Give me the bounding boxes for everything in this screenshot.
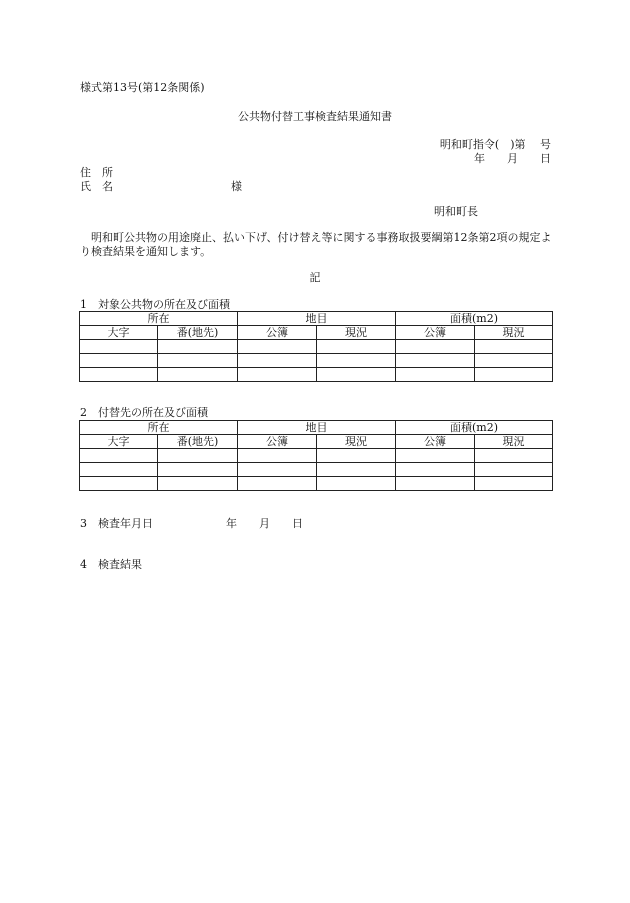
table-row [80,477,553,491]
section-3-heading: 3 検査年月日 [80,517,153,530]
header-area-registry: 公簿 [396,326,475,340]
table-cell[interactable] [238,354,317,368]
header-location: 所在 [80,312,238,326]
table-group-header-row [80,312,553,326]
table-cell[interactable] [317,449,396,463]
table-cell[interactable] [475,354,553,368]
table-cell[interactable] [475,463,553,477]
table-cell[interactable] [80,368,158,382]
table-row [80,340,553,354]
table-cell[interactable] [80,354,158,368]
table-cell[interactable] [396,354,475,368]
section-1-heading: 1 対象公共物の所在及び面積 [80,298,230,311]
document-title: 公共物付替工事検査結果通知書 [238,110,392,123]
header-area: 面積(m2) [396,312,553,326]
header-area-actual: 現況 [475,326,553,340]
header-oaza: 大字 [80,326,158,340]
table-cell[interactable] [475,477,553,491]
table-cell[interactable] [158,477,238,491]
section-2-heading: 2 付替先の所在及び面積 [80,406,208,419]
header-location: 所在 [80,421,238,435]
table-row [80,354,553,368]
table-cell[interactable] [317,463,396,477]
table-cell[interactable] [238,477,317,491]
header-registry: 公簿 [238,326,317,340]
header-land-category: 地目 [238,312,396,326]
table-row [80,368,553,382]
table-cell[interactable] [158,449,238,463]
table-cell[interactable] [317,354,396,368]
table-cell[interactable] [158,368,238,382]
table-cell[interactable] [475,449,553,463]
table-cell[interactable] [317,368,396,382]
table-cell[interactable] [475,340,553,354]
table-sub-header-row [80,326,553,340]
header-actual: 現況 [317,326,396,340]
inspection-date: 年 月 日 [226,517,303,530]
table-cell[interactable] [396,463,475,477]
reference-number: 明和町指令( )第 号 [439,138,551,151]
table-sub-header-row [80,435,553,449]
table-group-header-row [80,421,553,435]
table-cell[interactable] [396,368,475,382]
form-number: 様式第13号(第12条関係) [80,81,205,94]
issuer: 明和町長 [434,205,478,218]
header-lot: 番(地先) [158,435,238,449]
honorific: 様 [231,180,242,193]
issue-date: 年 月 日 [474,152,551,165]
table-cell[interactable] [158,340,238,354]
table-cell[interactable] [396,477,475,491]
table-cell[interactable] [238,463,317,477]
table-cell[interactable] [238,449,317,463]
header-area-actual: 現況 [475,435,553,449]
header-land-category: 地目 [238,421,396,435]
table-row [80,463,553,477]
table-cell[interactable] [158,463,238,477]
table-cell[interactable] [396,340,475,354]
table-cell[interactable] [396,449,475,463]
ki-heading: 記 [309,271,321,284]
table-cell[interactable] [80,340,158,354]
section-1-table [79,311,553,382]
section-2-table [79,420,553,491]
table-cell[interactable] [475,368,553,382]
table-cell[interactable] [317,477,396,491]
table-cell[interactable] [80,477,158,491]
header-area-registry: 公簿 [396,435,475,449]
address-label: 住 所 [80,166,113,179]
header-oaza: 大字 [80,435,158,449]
table-cell[interactable] [80,463,158,477]
table-cell[interactable] [158,354,238,368]
header-registry: 公簿 [238,435,317,449]
table-row [80,449,553,463]
header-lot: 番(地先) [158,326,238,340]
section-4-heading: 4 検査結果 [80,558,142,571]
table-cell[interactable] [317,340,396,354]
table-cell[interactable] [238,368,317,382]
name-label: 氏 名 [80,180,113,193]
body-text: 明和町公共物の用途廃止、払い下げ、付け替え等に関する事務取扱要綱第12条第2項の規定より検査結果を通知します。 [80,231,552,258]
table-cell[interactable] [80,449,158,463]
header-actual: 現況 [317,435,396,449]
header-area: 面積(m2) [396,421,553,435]
table-cell[interactable] [238,340,317,354]
